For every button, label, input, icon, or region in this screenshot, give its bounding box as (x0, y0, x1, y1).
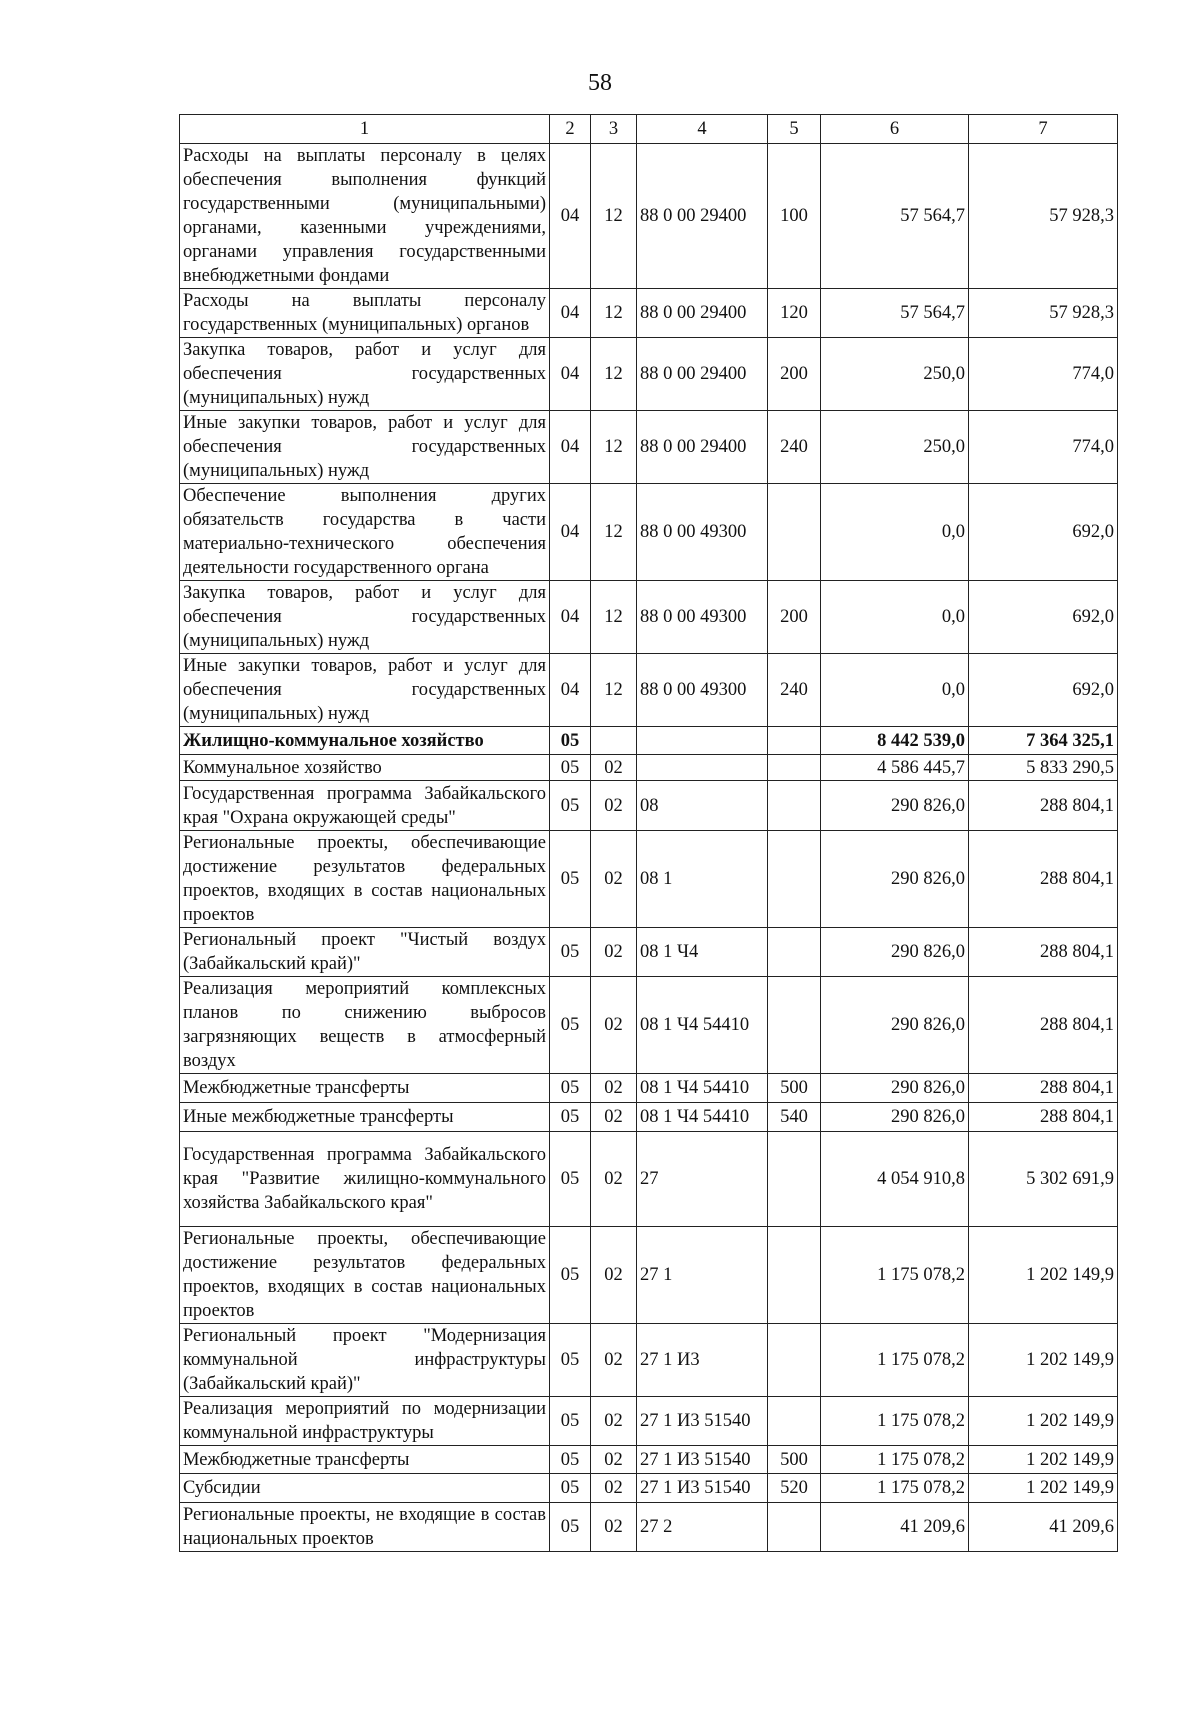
cell-amount-year1: 290 826,0 (821, 831, 969, 928)
cell-amount-year1: 1 175 078,2 (821, 1227, 969, 1324)
table-row (180, 781, 1118, 831)
table-body (180, 144, 1118, 1552)
cell-target-article: 27 1 И3 (637, 1324, 768, 1397)
cell-amount-year2: 288 804,1 (969, 1103, 1118, 1132)
cell-target-article: 27 1 И3 51540 (637, 1397, 768, 1446)
cell-amount-year1: 4 054 910,8 (821, 1132, 969, 1227)
cell-amount-year1: 0,0 (821, 581, 969, 654)
cell-amount-year2: 1 202 149,9 (969, 1324, 1118, 1397)
cell-target-article: 88 0 00 29400 (637, 144, 768, 289)
cell-target-article: 27 1 И3 51540 (637, 1474, 768, 1503)
cell-expense-type: 520 (768, 1474, 821, 1503)
cell-amount-year2: 692,0 (969, 654, 1118, 727)
column-header: 5 (768, 115, 821, 144)
cell-expense-type: 540 (768, 1103, 821, 1132)
cell-section: 05 (550, 1227, 591, 1324)
cell-amount-year2: 5 833 290,5 (969, 755, 1118, 781)
cell-section: 05 (550, 1446, 591, 1474)
column-header: 4 (637, 115, 768, 144)
table-row (180, 338, 1118, 411)
cell-amount-year1: 4 586 445,7 (821, 755, 969, 781)
cell-target-article: 88 0 00 29400 (637, 289, 768, 338)
cell-expense-type (768, 928, 821, 977)
table-row (180, 1103, 1118, 1132)
table-header-row (180, 115, 1118, 144)
cell-target-article: 27 2 (637, 1503, 768, 1552)
cell-amount-year1: 57 564,7 (821, 144, 969, 289)
budget-table (179, 114, 1118, 1552)
table-row (180, 1324, 1118, 1397)
cell-amount-year2: 288 804,1 (969, 781, 1118, 831)
cell-name: Межбюджетные трансферты (180, 1074, 550, 1103)
cell-target-article: 08 1 Ч4 54410 (637, 1074, 768, 1103)
table-row (180, 1474, 1118, 1503)
cell-amount-year2: 288 804,1 (969, 1074, 1118, 1103)
cell-amount-year2: 774,0 (969, 411, 1118, 484)
cell-target-article: 88 0 00 29400 (637, 411, 768, 484)
cell-expense-type (768, 727, 821, 755)
cell-target-article: 08 1 Ч4 54410 (637, 1103, 768, 1132)
cell-section: 05 (550, 727, 591, 755)
table-row (180, 1132, 1118, 1227)
cell-expense-type: 120 (768, 289, 821, 338)
cell-subsection: 02 (591, 781, 637, 831)
table-row (180, 1074, 1118, 1103)
cell-amount-year1: 1 175 078,2 (821, 1397, 969, 1446)
cell-expense-type (768, 1324, 821, 1397)
cell-amount-year1: 8 442 539,0 (821, 727, 969, 755)
cell-subsection: 12 (591, 581, 637, 654)
cell-amount-year2: 41 209,6 (969, 1503, 1118, 1552)
cell-amount-year1: 250,0 (821, 338, 969, 411)
cell-name: Межбюджетные трансферты (180, 1446, 550, 1474)
cell-section: 04 (550, 484, 591, 581)
cell-expense-type (768, 781, 821, 831)
cell-name: Закупка товаров, работ и услуг для обеспечения государственных (муниципальных) нужд (180, 338, 550, 411)
cell-amount-year1: 290 826,0 (821, 977, 969, 1074)
cell-expense-type (768, 755, 821, 781)
cell-subsection: 02 (591, 1503, 637, 1552)
cell-expense-type: 200 (768, 338, 821, 411)
cell-expense-type: 200 (768, 581, 821, 654)
cell-section: 05 (550, 831, 591, 928)
cell-target-article: 27 (637, 1132, 768, 1227)
cell-target-article: 08 1 Ч4 54410 (637, 977, 768, 1074)
table-row (180, 581, 1118, 654)
cell-expense-type (768, 831, 821, 928)
cell-amount-year2: 692,0 (969, 581, 1118, 654)
table-row (180, 654, 1118, 727)
cell-target-article: 88 0 00 49300 (637, 654, 768, 727)
cell-amount-year2: 288 804,1 (969, 928, 1118, 977)
cell-amount-year1: 250,0 (821, 411, 969, 484)
cell-amount-year2: 1 202 149,9 (969, 1446, 1118, 1474)
cell-target-article: 27 1 (637, 1227, 768, 1324)
cell-name: Региональные проекты, не входящие в состав национальных проектов (180, 1503, 550, 1552)
cell-target-article (637, 727, 768, 755)
cell-target-article: 88 0 00 49300 (637, 484, 768, 581)
cell-name: Коммунальное хозяйство (180, 755, 550, 781)
cell-target-article: 88 0 00 49300 (637, 581, 768, 654)
cell-section: 05 (550, 977, 591, 1074)
cell-expense-type (768, 484, 821, 581)
cell-expense-type (768, 1227, 821, 1324)
table-row (180, 1397, 1118, 1446)
cell-subsection (591, 727, 637, 755)
table-row (180, 977, 1118, 1074)
cell-expense-type (768, 977, 821, 1074)
cell-amount-year1: 1 175 078,2 (821, 1474, 969, 1503)
cell-subsection: 02 (591, 1227, 637, 1324)
cell-name: Расходы на выплаты персоналу государственных (муниципальных) органов (180, 289, 550, 338)
cell-target-article: 08 1 Ч4 (637, 928, 768, 977)
cell-section: 05 (550, 928, 591, 977)
cell-section: 05 (550, 781, 591, 831)
table-row (180, 1227, 1118, 1324)
table-row (180, 289, 1118, 338)
cell-section: 05 (550, 1503, 591, 1552)
cell-target-article: 88 0 00 29400 (637, 338, 768, 411)
cell-expense-type: 500 (768, 1074, 821, 1103)
cell-subsection: 02 (591, 1074, 637, 1103)
cell-target-article: 08 (637, 781, 768, 831)
cell-name: Закупка товаров, работ и услуг для обеспечения государственных (муниципальных) нужд (180, 581, 550, 654)
cell-target-article: 27 1 И3 51540 (637, 1446, 768, 1474)
column-header: 7 (969, 115, 1118, 144)
cell-amount-year1: 57 564,7 (821, 289, 969, 338)
cell-amount-year2: 57 928,3 (969, 289, 1118, 338)
cell-target-article: 08 1 (637, 831, 768, 928)
cell-amount-year1: 1 175 078,2 (821, 1446, 969, 1474)
table-row (180, 727, 1118, 755)
cell-name: Иные закупки товаров, работ и услуг для обеспечения государственных (муниципальных) нужд (180, 411, 550, 484)
cell-amount-year2: 57 928,3 (969, 144, 1118, 289)
cell-subsection: 02 (591, 977, 637, 1074)
cell-name: Реализация мероприятий комплексных планов по снижению выбросов загрязняющих веществ в атмосферный воздух (180, 977, 550, 1074)
cell-amount-year1: 1 175 078,2 (821, 1324, 969, 1397)
cell-amount-year2: 288 804,1 (969, 831, 1118, 928)
cell-section: 05 (550, 1397, 591, 1446)
cell-amount-year2: 1 202 149,9 (969, 1227, 1118, 1324)
cell-section: 05 (550, 1132, 591, 1227)
cell-target-article (637, 755, 768, 781)
cell-amount-year2: 7 364 325,1 (969, 727, 1118, 755)
cell-subsection: 02 (591, 1474, 637, 1503)
cell-subsection: 02 (591, 755, 637, 781)
cell-expense-type (768, 1132, 821, 1227)
cell-name: Региональный проект "Модернизация коммунальной инфраструктуры (Забайкальский край)" (180, 1324, 550, 1397)
cell-amount-year1: 41 209,6 (821, 1503, 969, 1552)
page-number: 58 (588, 70, 612, 96)
cell-subsection: 02 (591, 1446, 637, 1474)
cell-amount-year2: 5 302 691,9 (969, 1132, 1118, 1227)
cell-amount-year2: 774,0 (969, 338, 1118, 411)
table-row (180, 831, 1118, 928)
cell-name: Иные закупки товаров, работ и услуг для обеспечения государственных (муниципальных) нужд (180, 654, 550, 727)
cell-subsection: 12 (591, 338, 637, 411)
column-header: 1 (180, 115, 550, 144)
cell-amount-year2: 1 202 149,9 (969, 1474, 1118, 1503)
table-row (180, 411, 1118, 484)
cell-subsection: 02 (591, 831, 637, 928)
table-row (180, 1446, 1118, 1474)
cell-expense-type (768, 1503, 821, 1552)
cell-subsection: 02 (591, 928, 637, 977)
cell-section: 04 (550, 289, 591, 338)
cell-amount-year1: 290 826,0 (821, 928, 969, 977)
cell-subsection: 12 (591, 411, 637, 484)
cell-expense-type: 240 (768, 411, 821, 484)
cell-amount-year2: 288 804,1 (969, 977, 1118, 1074)
cell-amount-year1: 0,0 (821, 654, 969, 727)
cell-name: Расходы на выплаты персоналу в целях обеспечения выполнения функций государственными (муниципальными) органами, казенными учреждениями, органами управления государственными внебюджетными фондами (180, 144, 550, 289)
cell-name: Реализация мероприятий по модернизации коммунальной инфраструктуры (180, 1397, 550, 1446)
cell-name: Региональные проекты, обеспечивающие достижение результатов федеральных проектов, входящих в состав национальных проектов (180, 1227, 550, 1324)
cell-section: 04 (550, 144, 591, 289)
cell-expense-type (768, 1397, 821, 1446)
table-row (180, 1503, 1118, 1552)
cell-subsection: 12 (591, 289, 637, 338)
cell-subsection: 02 (591, 1132, 637, 1227)
cell-subsection: 02 (591, 1397, 637, 1446)
column-header: 6 (821, 115, 969, 144)
cell-amount-year1: 0,0 (821, 484, 969, 581)
cell-expense-type: 100 (768, 144, 821, 289)
cell-section: 05 (550, 1103, 591, 1132)
cell-subsection: 12 (591, 484, 637, 581)
table-row (180, 144, 1118, 289)
table-row (180, 928, 1118, 977)
cell-amount-year1: 290 826,0 (821, 1103, 969, 1132)
cell-section: 04 (550, 581, 591, 654)
cell-amount-year2: 1 202 149,9 (969, 1397, 1118, 1446)
cell-name: Субсидии (180, 1474, 550, 1503)
cell-section: 04 (550, 338, 591, 411)
cell-name: Государственная программа Забайкальского края "Охрана окружающей среды" (180, 781, 550, 831)
cell-name: Государственная программа Забайкальского края "Развитие жилищно-коммунального хозяйства Забайкальского края" (180, 1132, 550, 1227)
cell-name: Иные межбюджетные трансферты (180, 1103, 550, 1132)
cell-subsection: 02 (591, 1103, 637, 1132)
cell-section: 04 (550, 411, 591, 484)
cell-name: Региональные проекты, обеспечивающие достижение результатов федеральных проектов, входящих в состав национальных проектов (180, 831, 550, 928)
table-row (180, 484, 1118, 581)
cell-subsection: 02 (591, 1324, 637, 1397)
cell-section: 04 (550, 654, 591, 727)
cell-subsection: 12 (591, 654, 637, 727)
column-header: 2 (550, 115, 591, 144)
cell-amount-year2: 692,0 (969, 484, 1118, 581)
cell-section: 05 (550, 1474, 591, 1503)
cell-section: 05 (550, 1074, 591, 1103)
cell-expense-type: 500 (768, 1446, 821, 1474)
cell-name: Обеспечение выполнения других обязательств государства в части материально-технического обеспечения деятельности государственного органа (180, 484, 550, 581)
cell-section: 05 (550, 755, 591, 781)
cell-expense-type: 240 (768, 654, 821, 727)
cell-name: Региональный проект "Чистый воздух (Забайкальский край)" (180, 928, 550, 977)
cell-name: Жилищно-коммунальное хозяйство (180, 727, 550, 755)
cell-amount-year1: 290 826,0 (821, 1074, 969, 1103)
table-row (180, 755, 1118, 781)
cell-subsection: 12 (591, 144, 637, 289)
cell-amount-year1: 290 826,0 (821, 781, 969, 831)
column-header: 3 (591, 115, 637, 144)
cell-section: 05 (550, 1324, 591, 1397)
